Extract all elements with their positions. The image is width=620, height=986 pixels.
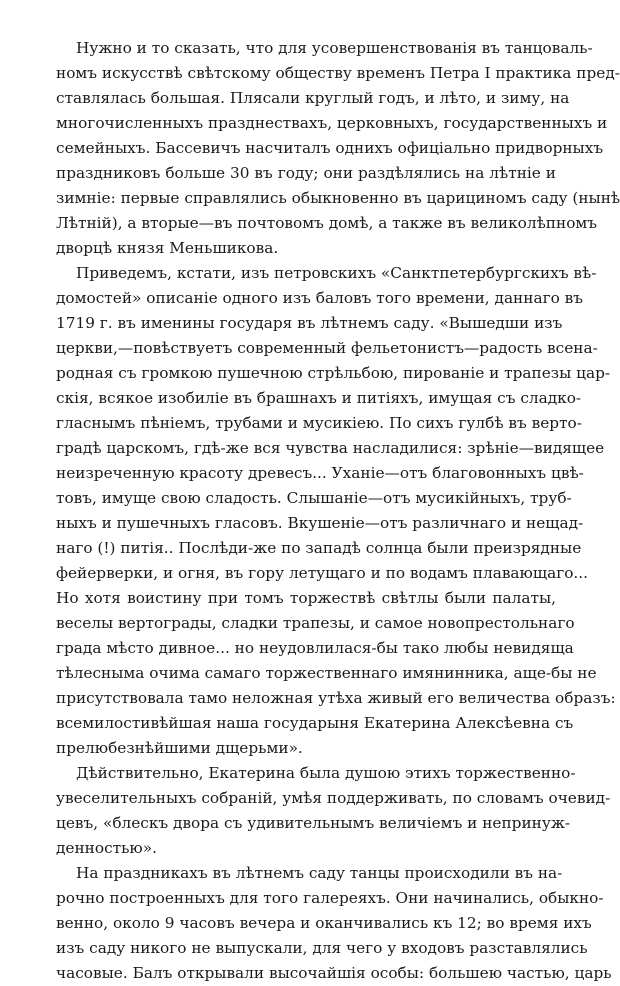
text-line: увеселительныхъ собраній, умѣя поддерживать, по словамъ очевид- <box>56 789 611 807</box>
text-line: товъ, имуще свою сладость. Слышаніе—отъ мусикійныхъ, труб- <box>56 489 572 507</box>
text-line: часовые. Балъ открывали высочайшія особы: большею частью, царь <box>56 964 612 982</box>
text-line: номъ искусствѣ свѣтскому обществу временъ Петра I практика пред- <box>56 64 620 82</box>
text-line: тѣлесныма очима самаго торжественнаго имянинника, аще-бы не <box>56 664 597 682</box>
text-line: цевъ, «блескъ двора съ удивительнымъ величіемъ и непринуж- <box>56 814 571 832</box>
text-line: праздниковъ больше 30 въ году; они раздѣлялись на лѣтніе и <box>56 164 556 182</box>
text-line: изъ саду никого не выпускали, для чего у входовъ разставлялись <box>56 939 588 957</box>
text-line: зимніе: первые справлялись обыкновенно въ царициномъ саду (нынѣ <box>56 189 620 207</box>
text-line: На праздникахъ въ лѣтнемъ саду танцы происходили въ на- <box>76 864 563 882</box>
text-line: дворцѣ князя Меньшикова. <box>56 239 279 257</box>
text-line: 1719 г. въ именины государя въ лѣтнемъ саду. «Вышедши изъ <box>56 314 563 332</box>
text-line: наго (!) питія.. Послѣди-же по западѣ солнца были преизрядные <box>56 539 582 557</box>
document-page <box>56 36 620 986</box>
text-line: Приведемъ, кстати, изъ петровскихъ «Санктпетербургскихъ вѣ- <box>76 264 597 282</box>
text-line: родная съ громкою пушечною стрѣльбою, пированіе и трапезы цар- <box>56 364 611 382</box>
text-line: домостей» описаніе одного изъ баловъ того времени, даннаго въ <box>56 289 584 307</box>
text-line: рочно построенныхъ для того галереяхъ. Они начинались, обыкно- <box>56 889 604 907</box>
paragraph <box>56 761 611 861</box>
text-line: Но хотя воистину при томъ торжествѣ свѣтлы были палаты, <box>56 589 556 607</box>
text-line: церкви,—повѣствуетъ современный фельетонистъ—радость всена- <box>56 339 598 357</box>
text-line: ставлялась большая. Плясали круглый годъ, и лѣто, и зиму, на <box>56 89 570 107</box>
paragraph <box>56 261 616 761</box>
text-line: града мѣсто дивное... но неудовлилася-бы тако любы невидяща <box>56 639 574 657</box>
paragraph <box>56 36 620 261</box>
text-line: Нужно и то сказать, что для усовершенствованія въ танцоваль- <box>76 39 593 57</box>
text-line: прелюбезнѣйшими дщерьми». <box>56 739 303 757</box>
text-line: веселы вертограды, сладки трапезы, и самое новопрестольнаго <box>56 614 575 632</box>
text-line: венно, около 9 часовъ вечера и оканчивались къ 12; во время ихъ <box>56 914 592 932</box>
text-line: скія, всякое изобиліе въ брашнахъ и питіяхъ, имущая съ сладко- <box>56 389 582 407</box>
paragraph <box>56 861 612 986</box>
text-line: фейерверки, и огня, въ гору летущаго и по водамъ плавающаго... <box>56 564 589 582</box>
text-line: денностью». <box>56 839 157 857</box>
text-line: всемилостивѣйшая наша государыня Екатерина Алексѣевна съ <box>56 714 574 732</box>
text-line: неизреченную красоту древесъ... Уханіе—отъ благовонныхъ цвѣ- <box>56 464 584 482</box>
text-line: градѣ царскомъ, гдѣ-же вся чувства насладилися: зрѣніе—видящее <box>56 439 605 457</box>
text-line: Лѣтній), а вторые—въ почтовомъ домѣ, а также въ великолѣпномъ <box>56 214 598 232</box>
text-line: многочисленныхъ празднествахъ, церковныхъ, государственныхъ и <box>56 114 608 132</box>
text-line: Дѣйствительно, Екатерина была душою этихъ торжественно- <box>76 764 576 782</box>
text-line: присутствовала тамо неложная утѣха живый его величества образъ: <box>56 689 616 707</box>
text-line: гласнымъ пѣніемъ, трубами и мусикіею. По сихъ гулбѣ въ верто- <box>56 414 582 432</box>
text-line: семейныхъ. Бассевичъ насчиталъ однихъ офиціально придворныхъ <box>56 139 604 157</box>
text-line: ныхъ и пушечныхъ гласовъ. Вкушеніе—отъ различнаго и нещад- <box>56 514 584 532</box>
